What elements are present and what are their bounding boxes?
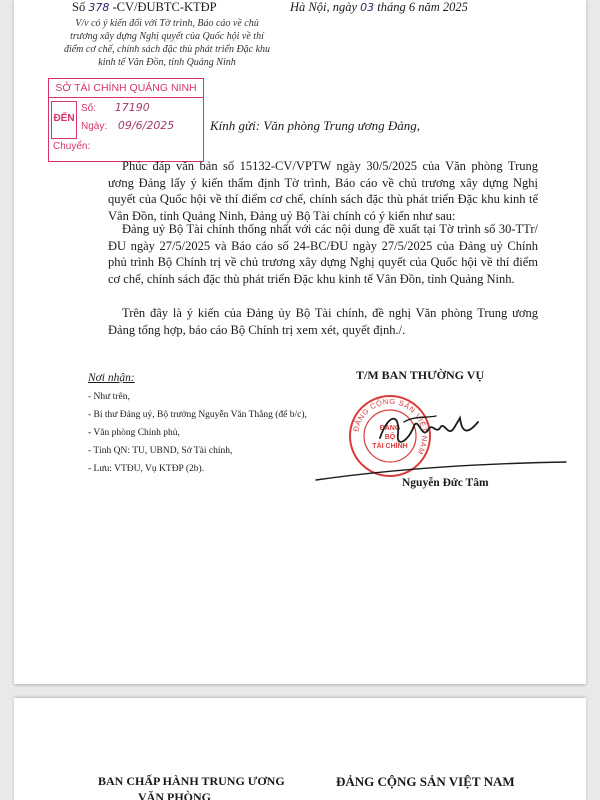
seal-ring-text: ĐẢNG CỘNG SẢN VIỆT NAM — [351, 396, 430, 457]
doc-number-prefix: Số — [72, 0, 86, 14]
doc-subject: V/v có ý kiến đối với Tờ trình, Báo cáo về chủ trương xây dựng Nghị quyết của Quốc hội về thí điểm cơ chế, chính sách đặc thù phát triển Đặc khu kinh tế Vân Đồn, tỉnh Quảng Ninh — [63, 18, 271, 68]
document-page — [14, 0, 586, 684]
paragraph-1: Phúc đáp văn bản số 15132-CV/VPTW ngày 30/5/2025 của Văn phòng Trung ương Đảng lấy ý kiến thẩm định Tờ trình, Báo cáo về chủ trương xây dựng Nghị quyết của Quốc hội về thí điểm cơ chế, chính sách đặc thù phát triển Đặc khu kinh tế Vân Đồn, tỉnh Quảng Ninh, Đảng uỷ Bộ Tài chính có ý kiến như sau: — [108, 159, 538, 223]
noi-nhan-item: - Như trên, — [88, 392, 130, 402]
page2-left-heading-2: VĂN PHÒNG — [138, 790, 211, 800]
doc-number-suffix: -CV/ĐUBTC-KTĐP — [112, 0, 217, 14]
date-prefix: Hà Nội, ngày — [290, 0, 358, 14]
stamp-so-row — [81, 101, 150, 114]
stamp-so-value: 17190 — [114, 101, 150, 114]
noi-nhan-heading: Nơi nhận: — [88, 372, 135, 384]
stamp-chuyen-label: Chuyển: — [53, 141, 91, 152]
paragraph-3: Trên đây là ý kiến của Đảng ủy Bộ Tài chính, đề nghị Văn phòng Trung ương Đảng tổng hợp, báo cáo Bộ Chính trị xem xét, quyết định./. — [108, 306, 538, 337]
seal-center-line-3: TÀI CHÍNH — [372, 443, 408, 450]
seal-center-line-1: ĐẢNG — [379, 425, 401, 432]
stamp-so-label: Số: — [81, 103, 97, 114]
noi-nhan-item: - Bí thư Đảng uỷ, Bộ trưởng Nguyễn Văn Thắng (để b/c), — [88, 410, 307, 420]
doc-date — [290, 0, 468, 15]
date-suffix: tháng 6 năm 2025 — [377, 0, 468, 14]
noi-nhan-item: - Văn phòng Chính phủ, — [88, 428, 180, 438]
stamp-chuyen-row — [53, 141, 90, 152]
paragraph-2: Đảng uỷ Bộ Tài chính thống nhất với các nội dung đề xuất tại Tờ trình số 30-TTr/ĐU ngày 27/5/2025 và Báo cáo số 24-BC/ĐU ngày 27/5/2025 của Đảng uỷ Chính phủ trình Bộ Chính trị về chủ trương xây dựng Nghị quyết của Quốc hội về thí điểm cơ chế, chính sách đặc thù phát triển Đặc khu kinh tế Vân Đồn, tỉnh Quảng Ninh. — [108, 222, 538, 286]
stamp-den-label: ĐẾN — [51, 101, 77, 139]
noi-nhan-item: - Lưu: VTĐU, Vụ KTĐP (2b). — [88, 464, 205, 474]
stamp-ngay-label: Ngày: — [81, 121, 108, 132]
doc-number-handwritten: 378 — [88, 1, 110, 14]
stamp-ngay-row — [81, 119, 174, 132]
page2-left-heading-1: BAN CHẤP HÀNH TRUNG ƯƠNG — [98, 774, 285, 788]
doc-number — [72, 0, 217, 15]
handwritten-signature — [374, 404, 484, 456]
second-page — [14, 698, 586, 800]
recipient-text: Kính gửi: Văn phòng Trung ương Đảng, — [210, 118, 420, 133]
seal-center-line-2: BỘ — [384, 434, 396, 441]
signer-name: Nguyễn Đức Tâm — [402, 477, 489, 489]
page2-right-heading: ĐẢNG CỘNG SẢN VIỆT NAM — [336, 774, 515, 789]
recipient-line — [210, 118, 420, 134]
stamp-ngay-value: 09/6/2025 — [117, 119, 175, 132]
received-stamp — [48, 78, 204, 162]
noi-nhan-item: - Tỉnh QN: TU, UBND, Sở Tài chính, — [88, 446, 233, 456]
date-day-handwritten: 03 — [360, 1, 375, 14]
stamp-title: SỞ TÀI CHÍNH QUẢNG NINH — [49, 79, 203, 98]
signature-title: T/M BAN THƯỜNG VỤ — [356, 368, 485, 382]
